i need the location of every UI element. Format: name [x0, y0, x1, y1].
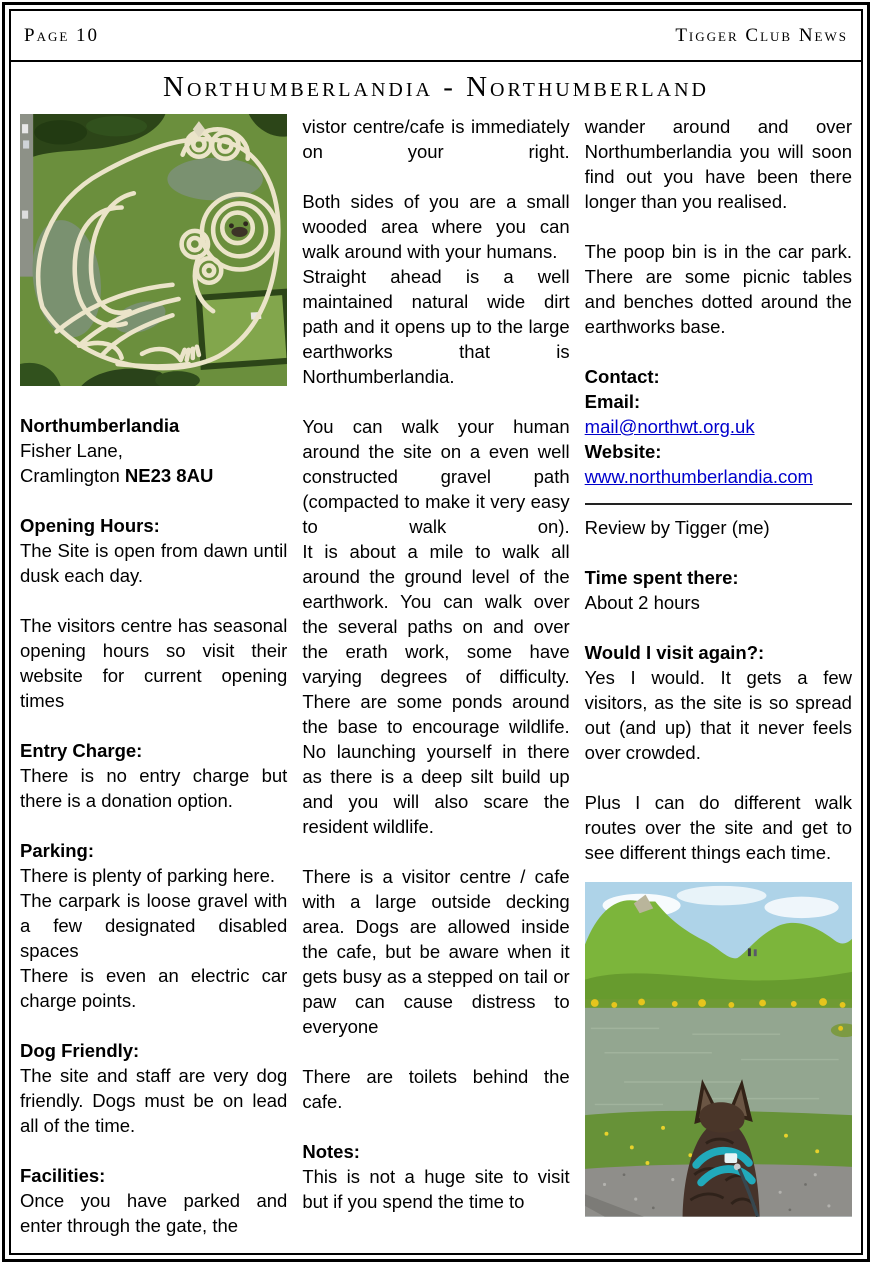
blank-line: [302, 1114, 569, 1139]
section-heading: Notes:: [302, 1141, 360, 1162]
section-heading: Contact:: [584, 366, 660, 387]
page-header: [11, 11, 861, 62]
paragraph: Once you have parked and enter through the gate, the: [20, 1190, 288, 1237]
blank-line: [302, 164, 569, 189]
section-heading: Website:: [584, 441, 662, 462]
blank-line: [585, 615, 852, 640]
paragraph: Yes I would. It gets a few visitors, as the site is so spread out (and up) that it never feels over crowded.: [584, 667, 852, 763]
text-run: Cramlington: [20, 465, 125, 487]
paragraph: There is a visitor centre / cafe with a large outside decking area. Dogs are allowed inside the cafe, but be aware when it gets busy as a stepped on tail or paw can cause distress to everyone: [302, 866, 570, 1037]
column-middle: [302, 114, 569, 1238]
paragraph: The Site is open from dawn until dusk each day.: [20, 540, 288, 587]
paragraph: Fisher Lane,: [20, 440, 123, 462]
blank-line: [585, 540, 852, 565]
paragraph: Plus I can do different walk routes over the site and get to see different things each time.: [584, 792, 852, 863]
page-inner-border: [9, 9, 863, 1255]
paragraph: There is no entry charge but there is a donation option.: [20, 765, 288, 812]
tigger-at-pond-photo: [585, 882, 852, 1217]
paragraph: vistor centre/cafe is immediately on your right.: [302, 116, 570, 162]
section-heading: Opening Hours:: [20, 515, 160, 537]
paragraph: There is plenty of parking here.: [20, 865, 276, 887]
blank-line: [585, 214, 852, 239]
blank-line: [20, 1138, 287, 1163]
paragraph: This is not a huge site to visit but if you spend the time to: [302, 1166, 570, 1212]
dog-photo-svg: [585, 882, 852, 1217]
newsletter-name: Tigger Club News: [675, 24, 848, 46]
article-title: Northumberlandia - Northumberland: [163, 71, 709, 103]
northumberlandia-aerial-photo: [20, 114, 287, 386]
page-outer-border: [2, 2, 870, 1262]
paragraph: wander around and over Northumberlandia you will soon find out you have been there longer than you realised.: [584, 116, 852, 212]
paragraph: Straight ahead is a well maintained natural wide dirt path and it opens up to the large earthworks that is Northumberlandia.: [302, 266, 570, 387]
paragraph: [20, 463, 287, 488]
paragraph: You can walk your human around the site on a even well constructed gravel path (compacted to make it very easy to walk on).: [302, 416, 570, 537]
paragraph: The poop bin is in the car park. There are some picnic tables and benches dotted around the earthworks base.: [584, 241, 852, 337]
paragraph: The visitors centre has seasonal opening hours so visit their website for current opening times: [20, 615, 288, 712]
blank-line: [20, 1013, 287, 1038]
column-left: [20, 114, 287, 1238]
blank-line: [20, 588, 287, 613]
section-heading: Parking:: [20, 840, 95, 862]
section-heading: Time spent there:: [584, 567, 739, 588]
blank-line: [585, 339, 852, 364]
blank-line: [20, 813, 287, 838]
aerial-photo-svg: [20, 114, 287, 386]
section-heading: Would I visit again?:: [584, 642, 765, 663]
paragraph: Review by Tigger (me): [584, 517, 770, 538]
divider-rule: [585, 503, 852, 505]
column-right: [585, 114, 852, 1238]
paragraph: It is about a mile to walk all around the ground level of the earthwork. You can walk over the several paths on and over the erath work, some have varying degrees of difficulty. There are some ponds around the base to encourage wildlife. No launching yourself in there as there is a deep silt build up and you will also scare the resident wildlife.: [302, 541, 570, 837]
section-heading: Facilities:: [20, 1165, 106, 1187]
paragraph: Both sides of you are a small wooded area where you can walk around with your humans.: [302, 191, 570, 262]
section-heading: Entry Charge:: [20, 740, 143, 762]
paragraph: About 2 hours: [584, 592, 700, 613]
bold-text-run: NE23 8AU: [124, 465, 214, 487]
article-columns: [11, 109, 861, 1238]
email-link[interactable]: mail@northwt.org.uk: [584, 416, 755, 437]
blank-line: [20, 488, 287, 513]
section-heading: Dog Friendly:: [20, 1040, 140, 1062]
blank-line: [302, 839, 569, 864]
paragraph: The carpark is loose gravel with a few designated disabled spaces: [20, 890, 288, 962]
blank-line: [20, 713, 287, 738]
blank-line: [585, 765, 852, 790]
blank-line: [302, 1039, 569, 1064]
section-heading: Email:: [584, 391, 641, 412]
page-number: Page 10: [24, 24, 100, 46]
website-link[interactable]: www.northumberlandia.com: [584, 466, 813, 487]
paragraph: There are toilets behind the cafe.: [302, 1066, 570, 1112]
paragraph: The site and staff are very dog friendly. Dogs must be on lead all of the time.: [20, 1065, 288, 1137]
blank-line: [302, 389, 569, 414]
section-heading: Northumberlandia: [20, 415, 180, 437]
paragraph: There is even an electric car charge points.: [20, 965, 288, 1012]
